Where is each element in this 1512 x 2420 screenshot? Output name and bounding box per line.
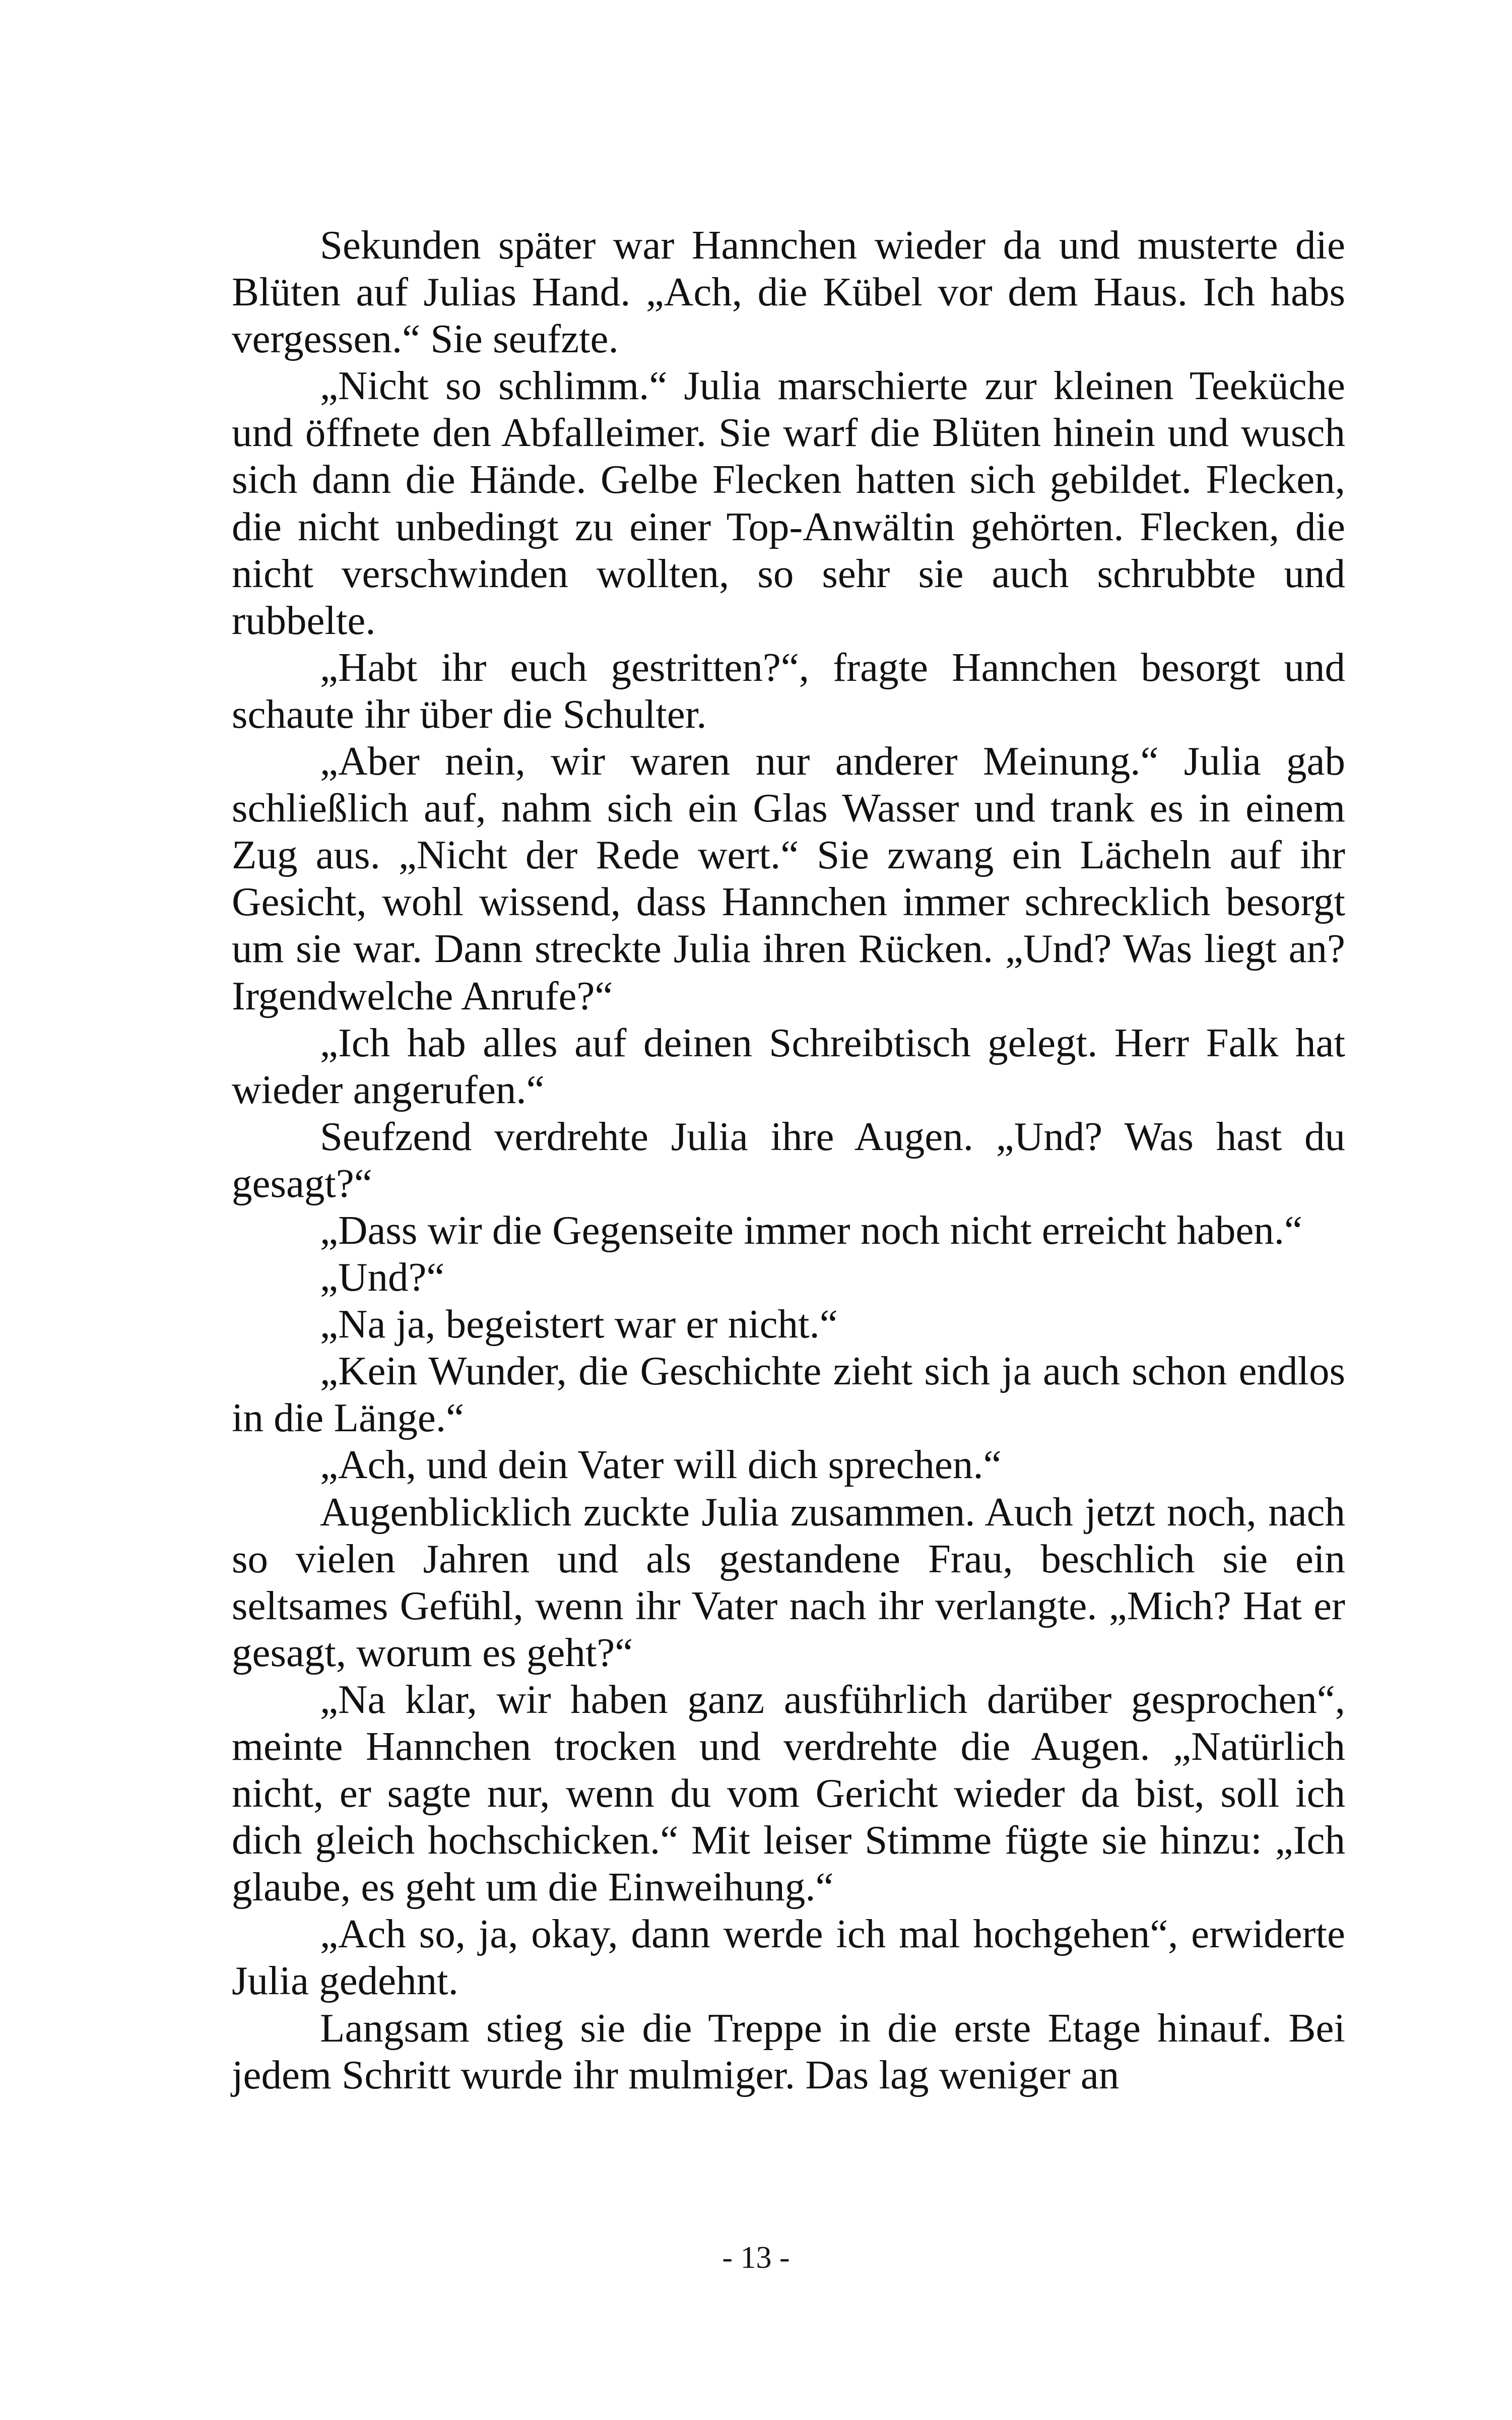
paragraph-2: „Nicht so schlimm.“ Julia marschierte zur kleinen Teeküche und öffnete den Abfalleimer. Sie warf die Blüten hinein und wusch sich dann die Hände. Gelbe Flecken hatten sich gebildet. Flecken, die nicht unbedingt zu einer Top-Anwältin gehörten. Flecken, die nicht verschwinden wollten, so sehr sie auch schrubbte und rubbelte.: [232, 363, 1345, 643]
paragraph-1: Sekunden später war Hannchen wieder da und musterte die Blüten auf Julias Hand. „Ach, die Kübel vor dem Haus. Ich habs vergessen.“ Sie seufzte.: [232, 222, 1345, 362]
paragraph-13: „Na klar, wir haben ganz ausführlich darüber gesprochen“, meinte Hannchen trocken und verdrehte die Augen. „Natürlich nicht, er sagte nur, wenn du vom Gericht wieder da bist, soll ich dich gleich hochschicken.“ Mit leiser Stimme fügte sie hinzu: „Ich glaube, es geht um die Einweihung.“: [232, 1676, 1345, 1910]
paragraph-10: „Kein Wunder, die Geschichte zieht sich ja auch schon endlos in die Länge.“: [232, 1348, 1345, 1441]
paragraph-15: Langsam stieg sie die Treppe in die erste Etage hinauf. Bei jedem Schritt wurde ihr mulmiger. Das lag weniger an: [232, 2005, 1345, 2097]
page-number: - 13 -: [722, 2241, 790, 2275]
paragraph-7: „Dass wir die Gegenseite immer noch nicht erreicht haben.“: [320, 1207, 1302, 1253]
paragraph-5: „Ich hab alles auf deinen Schreibtisch gelegt. Herr Falk hat wieder angerufen.“: [232, 1020, 1345, 1112]
paragraph-8: „Und?“: [320, 1254, 445, 1300]
paragraph-6: Seufzend verdrehte Julia ihre Augen. „Und? Was hast du gesagt?“: [232, 1113, 1345, 1206]
body-text: [232, 222, 1345, 2098]
paragraph-9: „Na ja, begeistert war er nicht.“: [320, 1301, 838, 1347]
paragraph-14: „Ach so, ja, okay, dann werde ich mal hochgehen“, erwiderte Julia gedehnt.: [232, 1911, 1345, 2004]
paragraph-11: „Ach, und dein Vater will dich sprechen.“: [320, 1442, 1002, 1488]
paragraph-4: „Aber nein, wir waren nur anderer Meinung.“ Julia gab schließlich auf, nahm sich ein Glas Wasser und trank es in einem Zug aus. „Nicht der Rede wert.“ Sie zwang ein Lächeln auf ihr Gesicht, wohl wissend, dass Hannchen immer schrecklich besorgt um sie war. Dann streckte Julia ihren Rücken. „Und? Was liegt an? Irgendwelche Anrufe?“: [232, 738, 1345, 1018]
paragraph-3: „Habt ihr euch gestritten?“, fragte Hannchen besorgt und schaute ihr über die Schulter.: [232, 644, 1345, 737]
paragraph-12: Augenblicklich zuckte Julia zusammen. Auch jetzt noch, nach so vielen Jahren und als gestandene Frau, beschlich sie ein seltsames Gefühl, wenn ihr Vater nach ihr verlangte. „Mich? Hat er gesagt, worum es geht?“: [232, 1489, 1345, 1675]
